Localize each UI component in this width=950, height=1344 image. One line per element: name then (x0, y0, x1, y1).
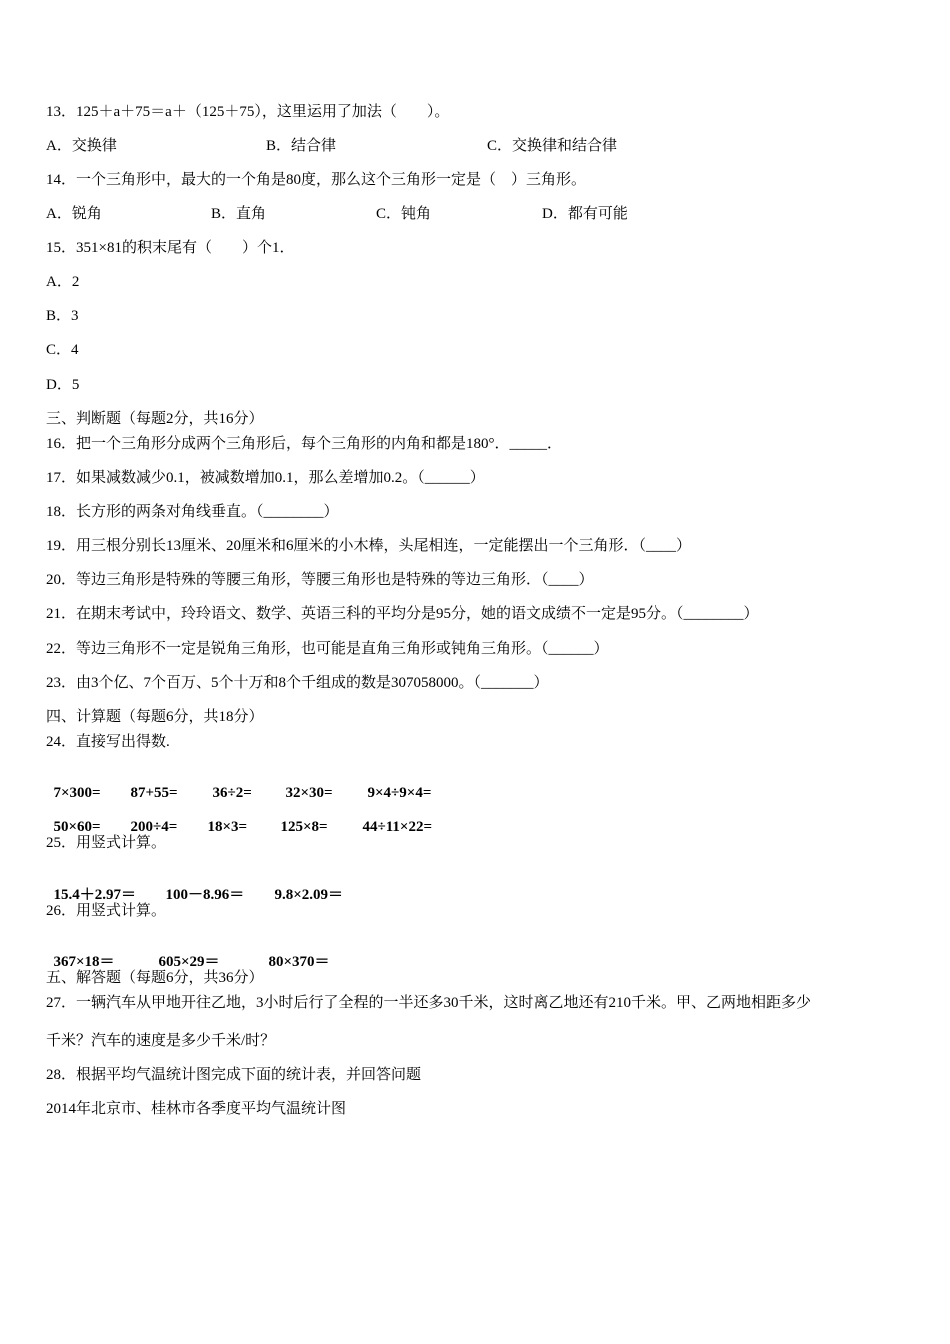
q27-line-1: 27．一辆汽车从甲地开往乙地，3小时后行了全程的一半还多30千米，这时离乙地还有210千米。甲、乙两地相距多少 (46, 995, 812, 1011)
q17-statement: 17．如果减数减少0.1，被减数增加0.1，那么差增加0.2。（______） (46, 470, 485, 486)
q24-stem: 24．直接写出得数. (46, 734, 170, 750)
q15-option-b[interactable]: B．3 (46, 308, 79, 324)
q25-row (46, 868, 343, 904)
chart-title: 2014年北京市、桂林市各季度平均气温统计图 (46, 1101, 347, 1117)
q24-row-2 (46, 800, 432, 836)
q24-expr: 7×300= (53, 785, 101, 801)
q13-option-c[interactable]: C．交换律和结合律 (487, 138, 618, 154)
q14-option-b[interactable]: B．直角 (211, 206, 267, 222)
q22-statement: 22．等边三角形不一定是锐角三角形，也可能是直角三角形或钝角三角形。（______） (46, 641, 609, 657)
q24-expr: 36÷2= (212, 785, 252, 801)
q25-expr: 100－8.96＝ (165, 887, 245, 903)
q26-expr: 367×18＝ (53, 954, 115, 970)
q18-statement: 18．长方形的两条对角线垂直。（________） (46, 504, 339, 520)
q27-line-2: 千米？汽车的速度是多少千米/时？ (46, 1033, 276, 1049)
q24-expr: 200÷4= (130, 819, 178, 835)
q24-expr: 32×30= (285, 785, 333, 801)
q19-statement: 19．用三根分别长13厘米、20厘米和6厘米的小木棒，头尾相连，一定能摆出一个三角形．（____） (46, 538, 692, 554)
q21-statement: 21．在期末考试中，玲玲语文、数学、英语三科的平均分是95分，她的语文成绩不一定是95分。（________） (46, 606, 759, 622)
q25-stem: 25．用竖式计算。 (46, 835, 167, 851)
q26-expr: 605×29＝ (158, 954, 220, 970)
q16-statement: 16．把一个三角形分成两个三角形后，每个三角形的内角和都是180°．_____． (46, 436, 563, 452)
q25-expr: 15.4＋2.97＝ (53, 887, 137, 903)
section4-heading: 四、计算题（每题6分，共18分） (46, 709, 264, 725)
q26-stem: 26．用竖式计算。 (46, 903, 167, 919)
section3-heading: 三、判断题（每题2分，共16分） (46, 411, 264, 427)
q14-option-c[interactable]: C．钝角 (376, 206, 432, 222)
q13-option-b[interactable]: B．结合律 (266, 138, 337, 154)
q14-stem: 14．一个三角形中，最大的一个角是80度，那么这个三角形一定是（ ）三角形。 (46, 172, 587, 188)
q14-option-d[interactable]: D．都有可能 (542, 206, 628, 222)
q24-expr: 18×3= (207, 819, 248, 835)
q23-statement: 23．由3个亿、7个百万、5个十万和8个千组成的数是307058000。（_______） (46, 675, 549, 691)
q25-expr: 9.8×2.09＝ (274, 887, 344, 903)
q26-expr: 80×370＝ (268, 954, 330, 970)
q24-expr: 9×4÷9×4= (367, 785, 432, 801)
q13-option-a[interactable]: A．交换律 (46, 138, 117, 154)
q20-statement: 20．等边三角形是特殊的等腰三角形，等腰三角形也是特殊的等边三角形．（____） (46, 572, 594, 588)
q24-expr: 50×60= (53, 819, 101, 835)
q24-expr: 87+55= (130, 785, 178, 801)
q15-option-a[interactable]: A．2 (46, 274, 80, 290)
q24-row-1 (46, 766, 431, 802)
section5-heading: 五、解答题（每题6分，共36分） (46, 970, 264, 986)
q26-row (46, 935, 330, 971)
q14-option-a[interactable]: A．锐角 (46, 206, 102, 222)
q24-expr: 125×8= (280, 819, 328, 835)
q28-stem: 28．根据平均气温统计图完成下面的统计表，并回答问题 (46, 1067, 422, 1083)
q24-expr: 44÷11×22= (362, 819, 432, 835)
q13-stem: 13．125＋a＋75＝a＋（125＋75），这里运用了加法（ ）。 (46, 104, 450, 120)
q15-stem: 15．351×81的积末尾有（ ）个1． (46, 240, 295, 256)
q15-option-c[interactable]: C．4 (46, 342, 79, 358)
q15-option-d[interactable]: D．5 (46, 377, 80, 393)
